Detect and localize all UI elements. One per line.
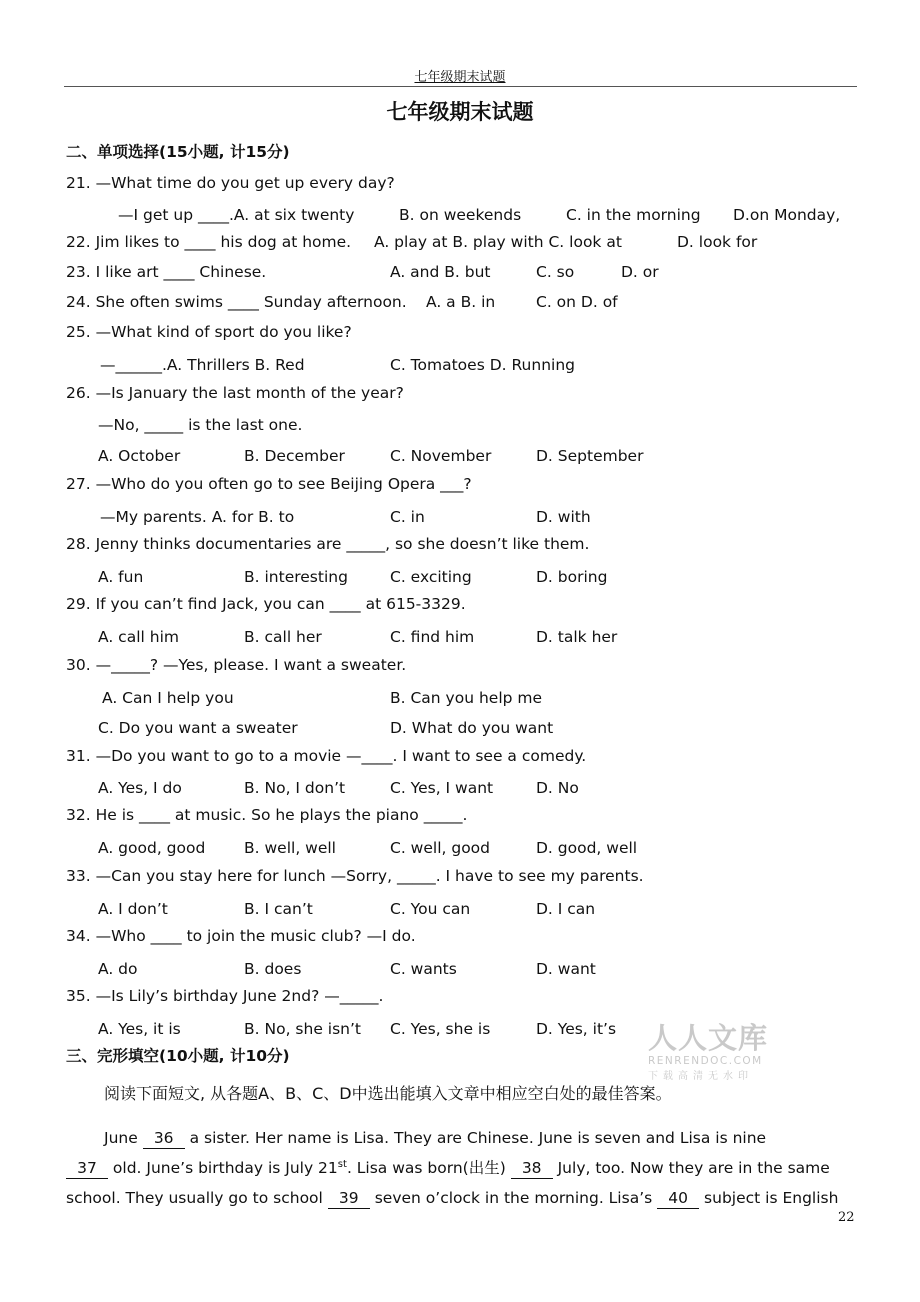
- q30-option-b: B. Can you help me: [390, 689, 543, 707]
- q24-stem: 24. She often swims ____ Sunday afternoon.: [66, 293, 407, 311]
- watermark-subtitle: 下载高清无水印: [648, 1071, 753, 1082]
- q31-option-c: C. Yes, I want: [390, 779, 494, 797]
- q28-stem: 28. Jenny thinks documentaries are _____, so she doesn’t like them.: [66, 535, 590, 553]
- running-header: 七年级期末试题: [414, 70, 506, 85]
- q34-option-b: B. does: [244, 960, 302, 978]
- q21-option-d: D.on Monday,: [733, 206, 841, 224]
- section3-instruction: 阅读下面短文, 从各题A、B、C、D中选出能填入文章中相应空白处的最佳答案。: [104, 1084, 672, 1103]
- q26-stem: 26. —Is January the last month of the year?: [66, 384, 404, 402]
- q22-options-abc: A. play at B. play with C. look at: [374, 233, 622, 251]
- watermark-logo-text: 人人文库: [648, 1021, 769, 1055]
- q29-option-c: C. find him: [390, 628, 475, 646]
- q33-option-a: A. I don’t: [98, 900, 168, 918]
- q23-option-d: D. or: [621, 263, 659, 281]
- q32-option-c: C. well, good: [390, 839, 491, 857]
- q32-stem: 32. He is ____ at music. So he plays the piano _____.: [66, 806, 468, 824]
- q25-stem: 25. —What kind of sport do you like?: [66, 323, 352, 341]
- q29-stem: 29. If you can’t find Jack, you can ____ at 615-3329.: [66, 595, 466, 613]
- blank-36[interactable]: 36: [143, 1128, 185, 1149]
- q31-stem: 31. —Do you want to go to a movie —____. I want to see a comedy.: [66, 747, 587, 765]
- q30-option-c: C. Do you want a sweater: [98, 719, 298, 737]
- q23-stem: 23. I like art ____ Chinese.: [66, 263, 267, 281]
- passage-text: a sister. Her name is Lisa. They are Chinese. June is seven and Lisa is nine: [184, 1129, 767, 1147]
- q30-stem: 30. —_____? —Yes, please. I want a sweater.: [66, 656, 407, 674]
- q28-option-d: D. boring: [536, 568, 608, 586]
- q33-option-b: B. I can’t: [244, 900, 313, 918]
- blank-39[interactable]: 39: [328, 1188, 370, 1209]
- passage-text: school. They usually go to school: [66, 1189, 328, 1207]
- passage-text: seven o’clock in the morning. Lisa’s: [369, 1189, 658, 1207]
- passage-text: July, too. Now they are in the same: [552, 1159, 830, 1178]
- watermark: [648, 1016, 772, 1082]
- q27-option-d: D. with: [536, 508, 591, 526]
- q26-response: —No, _____ is the last one.: [98, 416, 303, 434]
- q35-option-c: C. Yes, she is: [390, 1020, 491, 1038]
- passage-line-1: [104, 1128, 766, 1149]
- q35-stem: 35. —Is Lily’s birthday June 2nd? —_____.: [66, 987, 384, 1005]
- q25-options-cd: C. Tomatoes D. Running: [390, 356, 575, 374]
- q34-option-d: D. want: [536, 960, 596, 978]
- q26-option-c: C. November: [390, 447, 492, 465]
- q29-option-a: A. call him: [98, 628, 179, 646]
- q33-stem: 33. —Can you stay here for lunch —Sorry, _____. I have to see my parents.: [66, 867, 644, 885]
- q28-option-a: A. fun: [98, 568, 144, 586]
- q31-option-a: A. Yes, I do: [98, 779, 182, 797]
- q35-option-d: D. Yes, it’s: [536, 1020, 617, 1038]
- q21-option-b: B. on weekends: [399, 206, 522, 224]
- q33-option-d: D. I can: [536, 900, 596, 918]
- section3-heading: 三、完形填空(10小题, 计10分): [66, 1047, 290, 1065]
- q23-options-ab: A. and B. but: [390, 263, 491, 281]
- header-rule: [64, 86, 857, 87]
- passage-text: subject is English: [699, 1189, 839, 1207]
- q35-option-a: A. Yes, it is: [98, 1020, 181, 1038]
- watermark-url: RENRENDOC.COM: [648, 1055, 763, 1067]
- passage-line-2: [66, 1155, 830, 1179]
- q30-option-a: A. Can I help you: [102, 689, 234, 707]
- passage-text: June: [104, 1129, 143, 1147]
- page-number: 22: [838, 1210, 855, 1225]
- q34-option-a: A. do: [98, 960, 138, 978]
- passage-text: old. June’s birthday is July 21: [108, 1159, 338, 1178]
- q28-option-c: C. exciting: [390, 568, 472, 586]
- blank-37[interactable]: 37: [66, 1158, 108, 1179]
- section2-heading: 二、单项选择(15小题, 计15分): [66, 143, 290, 161]
- passage-line-3: [66, 1188, 838, 1209]
- q28-option-b: B. interesting: [244, 568, 348, 586]
- ordinal-suffix: st: [337, 1159, 347, 1170]
- q26-option-d: D. September: [536, 447, 644, 465]
- q32-option-b: B. well, well: [244, 839, 336, 857]
- q21-stem: 21. —What time do you get up every day?: [66, 174, 395, 192]
- q31-option-d: D. No: [536, 779, 579, 797]
- q27-options-ab: —My parents. A. for B. to: [100, 508, 295, 526]
- q25-options-ab: —______.A. Thrillers B. Red: [100, 356, 305, 374]
- q23-option-c: C. so: [536, 263, 575, 281]
- blank-40[interactable]: 40: [657, 1188, 699, 1209]
- q30-option-d: D. What do you want: [390, 719, 554, 737]
- q32-option-a: A. good, good: [98, 839, 206, 857]
- q32-option-d: D. good, well: [536, 839, 638, 857]
- q24-options-cd: C. on D. of: [536, 293, 618, 311]
- q24-options-ab: A. a B. in: [426, 293, 496, 311]
- q29-option-d: D. talk her: [536, 628, 618, 646]
- page-title: 七年级期末试题: [386, 100, 534, 124]
- q22-option-d: D. look for: [677, 233, 758, 251]
- q33-option-c: C. You can: [390, 900, 471, 918]
- q35-option-b: B. No, she isn’t: [244, 1020, 361, 1038]
- q26-option-a: A. October: [98, 447, 181, 465]
- q27-stem: 27. —Who do you often go to see Beijing Opera ___?: [66, 475, 472, 493]
- q21-option-c: C. in the morning: [566, 206, 701, 224]
- q27-option-c: C. in: [390, 508, 425, 526]
- q31-option-b: B. No, I don’t: [244, 779, 346, 797]
- q21-option-line: —I get up ____.A. at six twenty: [118, 206, 355, 224]
- q29-option-b: B. call her: [244, 628, 322, 646]
- q34-option-c: C. wants: [390, 960, 457, 978]
- q34-stem: 34. —Who ____ to join the music club? —I do.: [66, 927, 416, 945]
- q26-option-b: B. December: [244, 447, 345, 465]
- passage-text: . Lisa was born(出生): [346, 1159, 511, 1178]
- blank-38[interactable]: 38: [511, 1158, 553, 1179]
- q22-stem: 22. Jim likes to ____ his dog at home.: [66, 233, 352, 251]
